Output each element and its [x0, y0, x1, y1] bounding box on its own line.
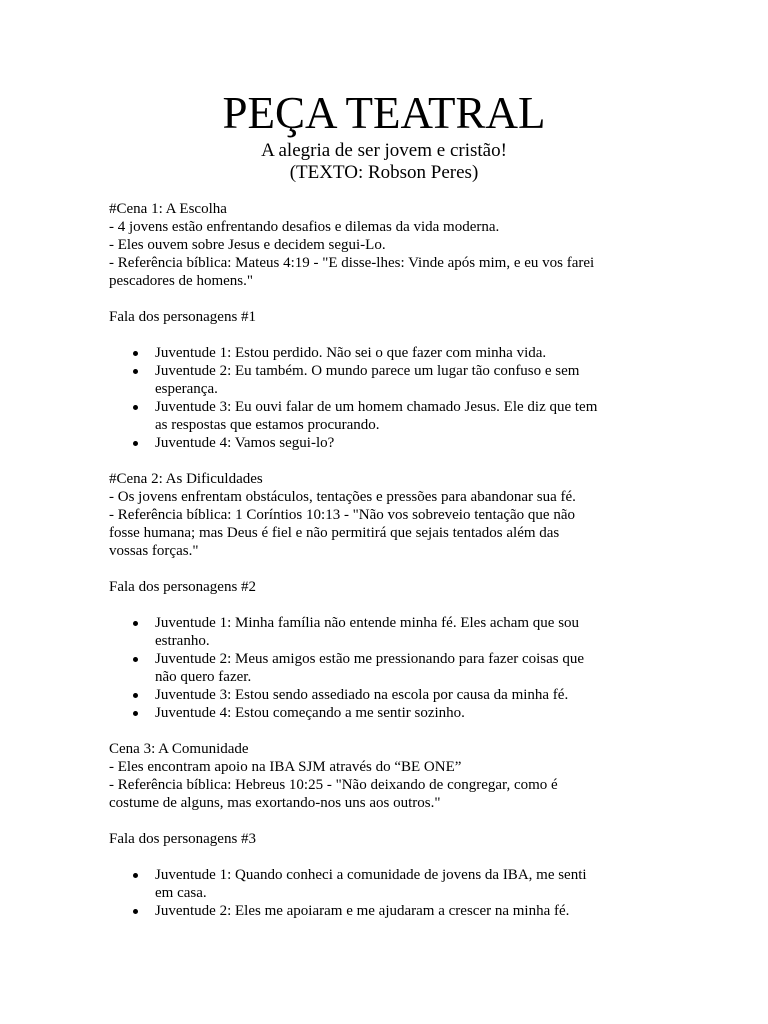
author-credit: (TEXTO: Robson Peres)	[289, 162, 479, 183]
document-body	[109, 200, 649, 920]
scene-heading: #Cena 2: As Dificuldades	[109, 471, 263, 487]
dialogue-item	[109, 650, 649, 686]
dialogue-line: Juventude 4: Vamos segui-lo?	[155, 435, 335, 451]
dialogue-heading: Fala dos personagens #1	[109, 309, 257, 325]
dialogue-line: estranho.	[155, 633, 210, 649]
scene-line: - Os jovens enfrentam obstáculos, tentações e pressões para abandonar sua fé.	[109, 489, 576, 505]
dialogue-item	[109, 344, 649, 362]
scene-line: fosse humana; mas Deus é fiel e não permitirá que sejais tentados além das	[109, 525, 560, 541]
dialogue-item	[109, 614, 649, 650]
scene-heading: Cena 3: A Comunidade	[109, 741, 249, 757]
dialogue-item	[109, 434, 649, 452]
page-title: PEÇA TEATRAL	[222, 88, 546, 138]
scene-3	[109, 740, 649, 920]
dialogue-item	[109, 362, 649, 398]
dialogue-line: Juventude 2: Eu também. O mundo parece um lugar tão confuso e sem	[155, 363, 580, 379]
dialogue-line: Juventude 1: Estou perdido. Não sei o que fazer com minha vida.	[155, 345, 547, 361]
scene-line: - Eles ouvem sobre Jesus e decidem segui-Lo.	[109, 237, 386, 253]
scene-line: costume de alguns, mas exortando-nos uns aos outros."	[109, 795, 441, 811]
dialogue-line: Juventude 3: Eu ouvi falar de um homem chamado Jesus. Ele diz que tem	[155, 399, 598, 415]
scene-line: - 4 jovens estão enfrentando desafios e dilemas da vida moderna.	[109, 219, 500, 235]
scene-line: - Referência bíblica: Hebreus 10:25 - "Não deixando de congregar, como é	[109, 777, 558, 793]
scene-line: vossas forças."	[109, 543, 199, 559]
dialogue-item	[109, 398, 649, 434]
scene-line: - Referência bíblica: 1 Coríntios 10:13 - "Não vos sobreveio tentação que não	[109, 507, 575, 523]
scene-2	[109, 470, 649, 722]
dialogue-line: as respostas que estamos procurando.	[155, 417, 380, 433]
dialogue-line: não quero fazer.	[155, 669, 252, 685]
dialogue-heading: Fala dos personagens #2	[109, 579, 257, 595]
dialogue-heading: Fala dos personagens #3	[109, 831, 257, 847]
dialogue-line: Juventude 1: Minha família não entende minha fé. Eles acham que sou	[155, 615, 580, 631]
dialogue-list	[109, 866, 649, 920]
dialogue-item	[109, 704, 649, 722]
dialogue-line: Juventude 2: Meus amigos estão me pressionando para fazer coisas que	[155, 651, 585, 667]
dialogue-line: Juventude 3: Estou sendo assediado na escola por causa da minha fé.	[155, 687, 569, 703]
dialogue-line: Juventude 4: Estou começando a me sentir sozinho.	[155, 705, 465, 721]
dialogue-list	[109, 344, 649, 452]
dialogue-item	[109, 902, 649, 920]
dialogue-line: esperança.	[155, 381, 218, 397]
dialogue-list	[109, 614, 649, 722]
dialogue-line: Juventude 2: Eles me apoiaram e me ajudaram a crescer na minha fé.	[155, 903, 570, 919]
scene-line: pescadores de homens."	[109, 273, 253, 289]
scene-line: - Referência bíblica: Mateus 4:19 - "E disse-lhes: Vinde após mim, e eu vos farei	[109, 255, 595, 271]
scene-heading: #Cena 1: A Escolha	[109, 201, 227, 217]
scene-1	[109, 200, 649, 452]
dialogue-line: Juventude 1: Quando conheci a comunidade de jovens da IBA, me senti	[155, 867, 587, 883]
scene-line: - Eles encontram apoio na IBA SJM através do “BE ONE”	[109, 759, 462, 775]
dialogue-item	[109, 686, 649, 704]
dialogue-line: em casa.	[155, 885, 207, 901]
dialogue-item	[109, 866, 649, 902]
page-subtitle: A alegria de ser jovem e cristão!	[261, 140, 507, 161]
